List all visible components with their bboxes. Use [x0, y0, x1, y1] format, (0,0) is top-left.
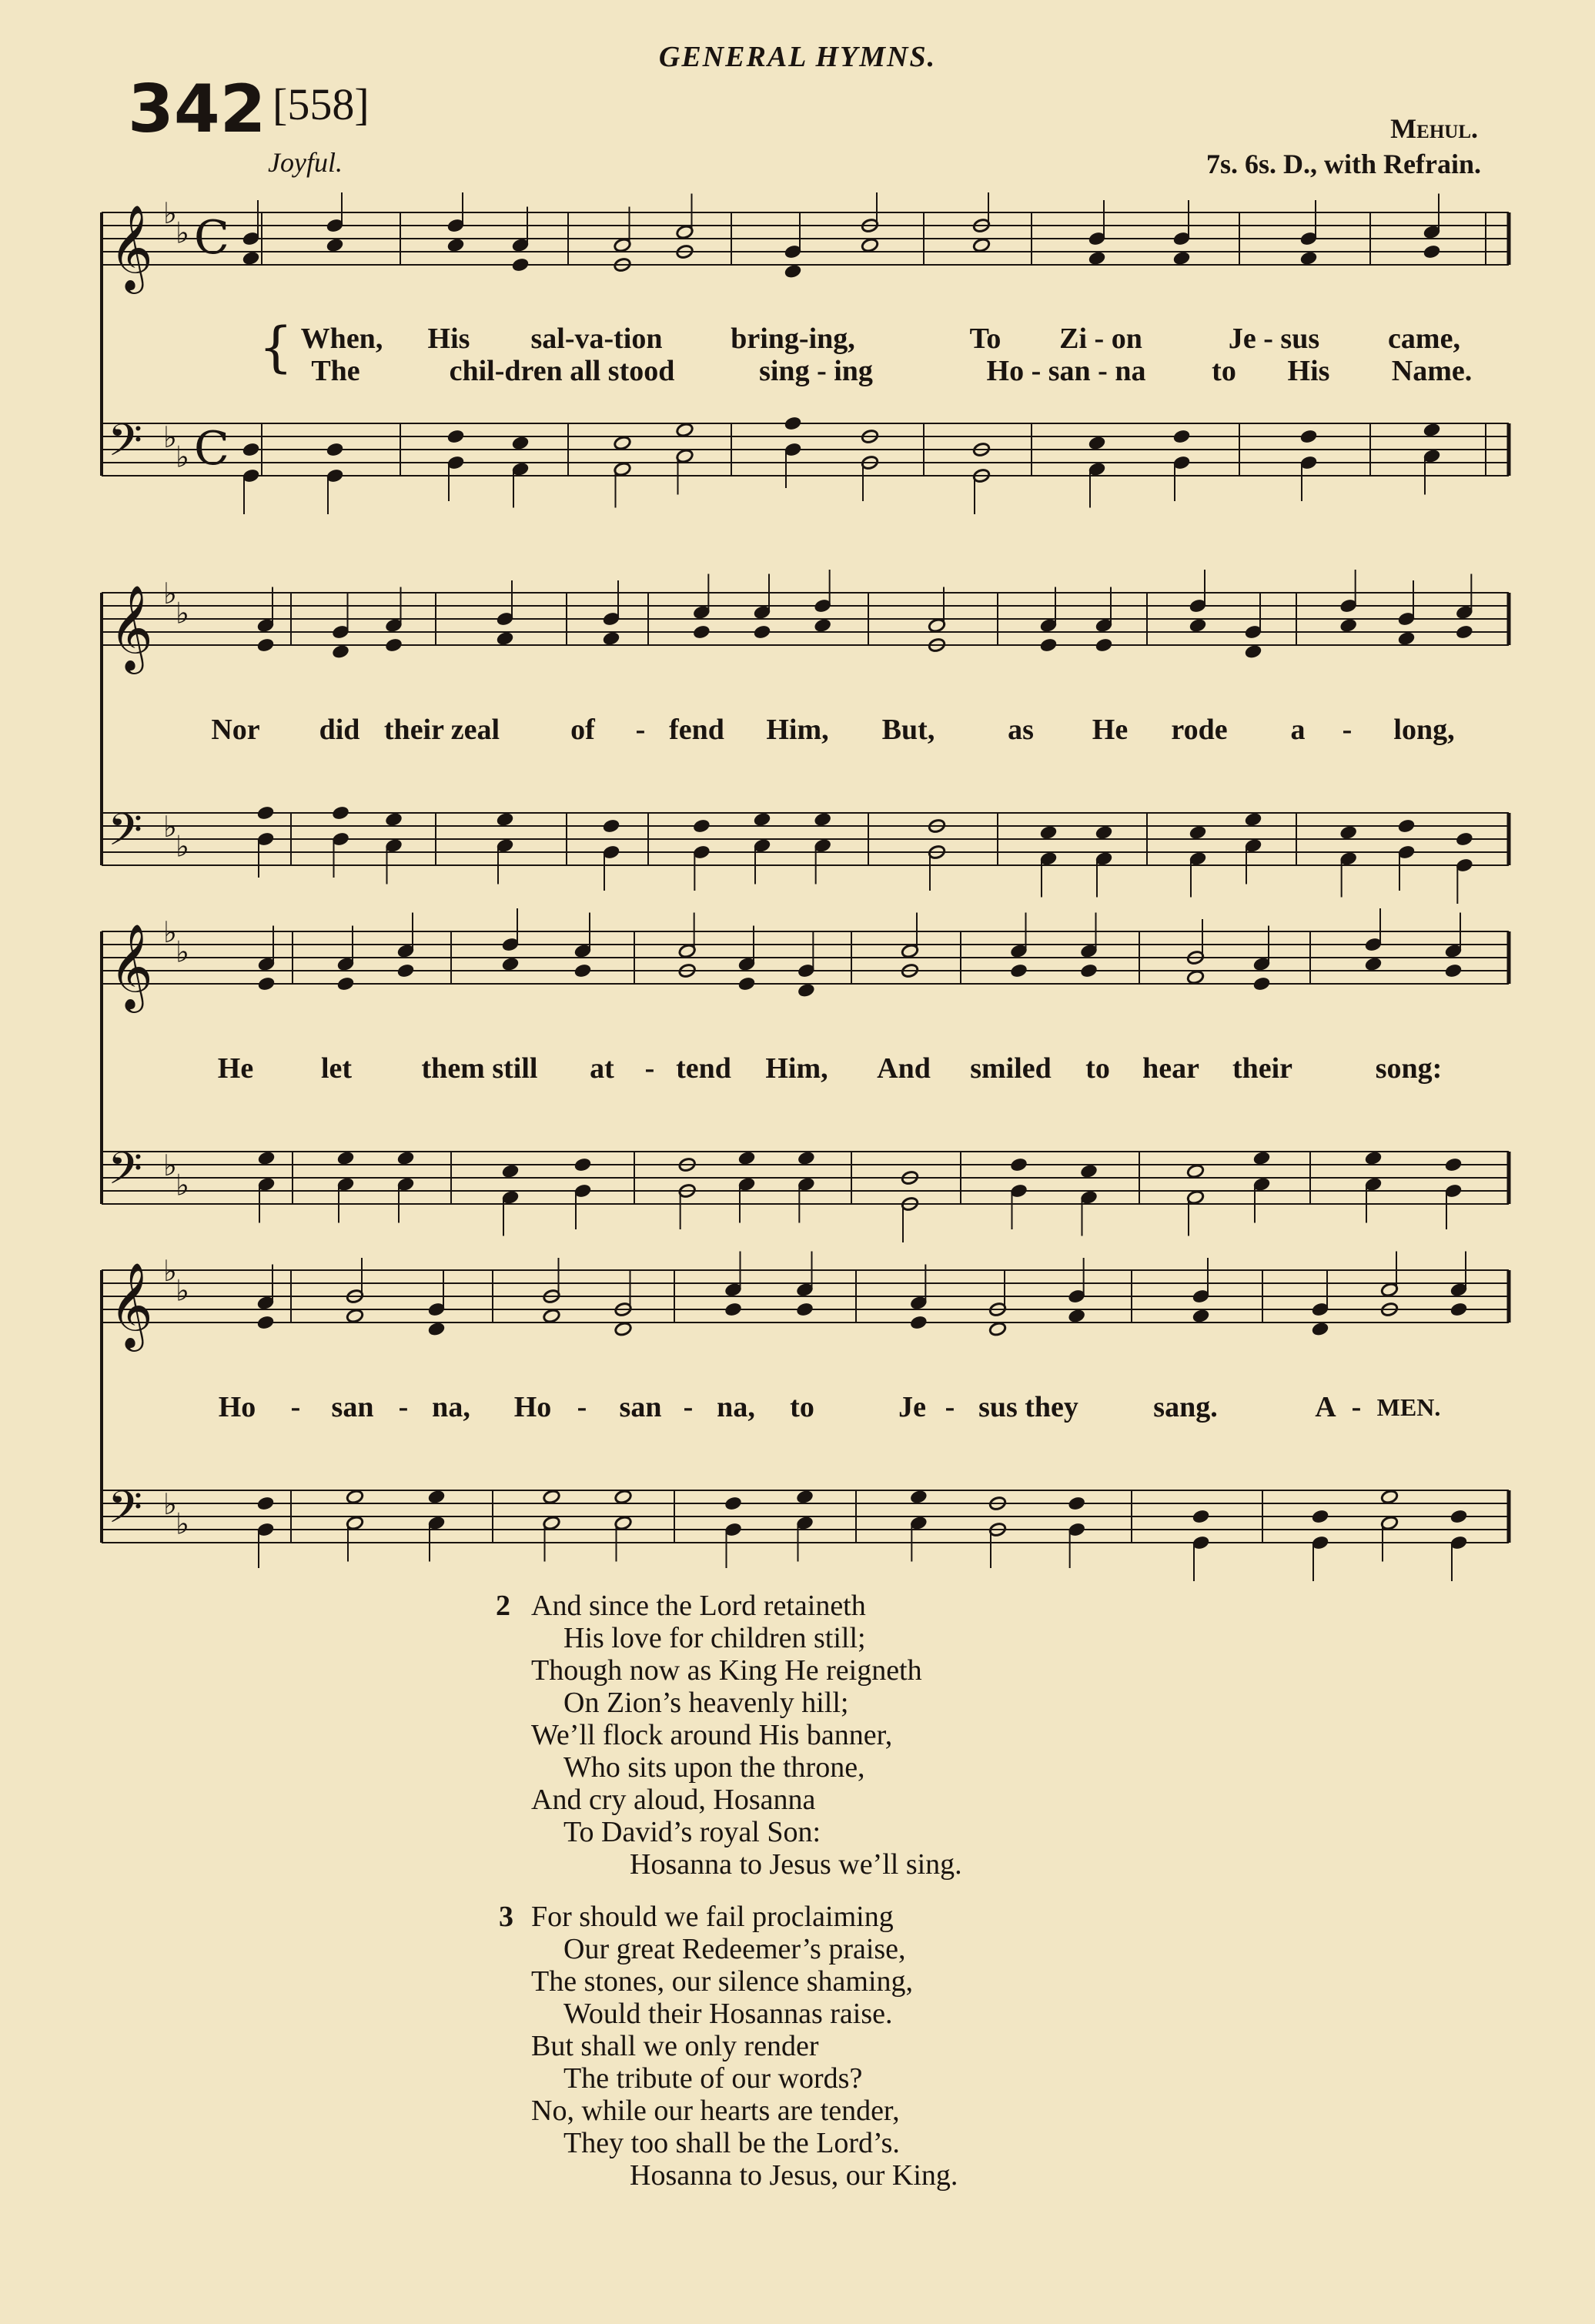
- lyric: -: [644, 1052, 655, 1085]
- lyric: them still: [421, 1052, 538, 1085]
- flat-icon: ♭: [176, 1506, 189, 1541]
- lyric: Ho: [218, 1391, 256, 1423]
- verse-line: Our great Redeemer’s praise,: [563, 1933, 906, 1965]
- verse-brace: {: [259, 316, 293, 379]
- meter: 7s. 6s. D., with Refrain.: [1206, 149, 1481, 179]
- lyric: To: [969, 323, 1001, 355]
- lyric: song:: [1375, 1052, 1443, 1085]
- lyric: The: [311, 355, 360, 387]
- lyric: rode: [1171, 714, 1228, 746]
- lyric: -: [290, 1391, 301, 1423]
- lyric: -: [945, 1391, 955, 1423]
- verse-line: For should we fail proclaiming: [531, 1901, 894, 1933]
- treble-clef-icon: 𝄞: [109, 923, 153, 1009]
- lyric: sing - ing: [759, 355, 873, 387]
- lyric: fend: [669, 714, 724, 746]
- tempo-marking: Joyful.: [268, 147, 343, 178]
- verse-line: No, while our hearts are tender,: [531, 2095, 900, 2127]
- lyric: Je - sus: [1228, 323, 1320, 355]
- lyric: -: [1351, 1391, 1362, 1423]
- lyric: came,: [1388, 323, 1460, 355]
- lyric: sus they: [978, 1391, 1078, 1423]
- flat-icon: ♭: [163, 915, 177, 949]
- treble-clef-icon: 𝄞: [109, 584, 153, 670]
- lyric: san: [619, 1391, 662, 1423]
- lyric: tend: [676, 1052, 731, 1085]
- flat-icon: ♭: [176, 596, 189, 630]
- lyric: But,: [881, 714, 935, 746]
- lyric: na,: [717, 1391, 755, 1423]
- flat-icon: ♭: [176, 1273, 189, 1308]
- music-system-4: [0, 1247, 1595, 1586]
- flat-icon: ♭: [163, 1149, 177, 1182]
- verse-number: 2: [496, 1590, 510, 1622]
- lyric: hear: [1142, 1052, 1199, 1085]
- lyric: Him,: [765, 1052, 828, 1085]
- lyric: -: [577, 1391, 587, 1423]
- bass-clef-icon: 𝄢: [108, 1142, 143, 1205]
- verse-line: On Zion’s heavenly hill;: [563, 1687, 849, 1719]
- verse-line: But shall we only render: [531, 2030, 819, 2062]
- flat-icon: ♭: [176, 829, 189, 864]
- flat-icon: ♭: [176, 440, 189, 474]
- lyric: of: [570, 714, 595, 746]
- verse-line: We’ll flock around His banner,: [531, 1719, 893, 1751]
- verse-line: Hosanna to Jesus, our King.: [630, 2159, 958, 2192]
- lyric: -: [635, 714, 646, 746]
- flat-icon: ♭: [163, 420, 177, 454]
- lyric: -: [683, 1391, 694, 1423]
- lyric: His: [427, 323, 470, 355]
- lyric: their zeal: [383, 714, 500, 746]
- bass-clef-icon: 𝄢: [108, 414, 143, 477]
- bass-clef-icon: 𝄢: [108, 804, 143, 867]
- verse-line: To David’s royal Son:: [563, 1816, 821, 1848]
- lyric: as: [1008, 714, 1034, 746]
- lyric: to: [790, 1391, 814, 1423]
- flat-icon: ♭: [176, 935, 189, 969]
- lyric: did: [319, 714, 360, 746]
- lyric: bring-ing,: [731, 323, 855, 355]
- music-system-2: [0, 570, 1595, 908]
- verse-line: Hosanna to Jesus we’ll sing.: [630, 1848, 962, 1881]
- lyric: a: [1290, 714, 1306, 746]
- lyric: MEN.: [1376, 1393, 1441, 1421]
- verse-number: 3: [499, 1901, 513, 1933]
- flat-icon: ♭: [163, 1487, 177, 1521]
- flat-icon: ♭: [163, 810, 177, 844]
- running-header: GENERAL HYMNS.: [658, 41, 937, 73]
- verse-line: Who sits upon the throne,: [563, 1751, 865, 1784]
- lyric: He: [1092, 714, 1129, 746]
- verse-line: And cry aloud, Hosanna: [531, 1784, 816, 1816]
- common-time-icon: C: [194, 211, 229, 265]
- verse-line: The tribute of our words?: [563, 2062, 863, 2095]
- lyric: He: [217, 1052, 254, 1085]
- lyric: their: [1232, 1052, 1293, 1085]
- lyric: let: [320, 1052, 353, 1085]
- music-system-3: [0, 908, 1595, 1247]
- lyric: Zi - on: [1059, 323, 1142, 355]
- lyric: chil-dren all stood: [449, 355, 675, 387]
- flat-icon: ♭: [163, 577, 177, 610]
- verse-line: Would their Hosannas raise.: [563, 1998, 893, 2030]
- hymn-number: 342: [128, 71, 266, 148]
- lyric: Nor: [211, 714, 260, 746]
- verse-line: They too shall be the Lord’s.: [563, 2127, 900, 2159]
- bass-clef-icon: 𝄢: [108, 1481, 143, 1544]
- lyric: His: [1287, 355, 1330, 387]
- alt-hymn-number: [558]: [273, 79, 369, 129]
- lyric: When,: [300, 323, 383, 355]
- lyric: A: [1315, 1391, 1336, 1423]
- flat-icon: ♭: [176, 1168, 189, 1202]
- lyric: smiled: [970, 1052, 1052, 1085]
- lyric: to: [1212, 355, 1236, 387]
- lyric: -: [1342, 714, 1353, 746]
- verse-line: Though now as King He reigneth: [531, 1654, 922, 1687]
- lyric: sal-va-tion: [530, 323, 663, 355]
- tune-name: Mehul.: [1390, 113, 1478, 144]
- lyric: Je: [898, 1391, 926, 1423]
- treble-clef-icon: 𝄞: [109, 1262, 153, 1348]
- verse-line: And since the Lord retaineth: [531, 1590, 866, 1622]
- lyric: Ho: [513, 1391, 552, 1423]
- flat-icon: ♭: [163, 1254, 177, 1288]
- lyric: Him,: [766, 714, 829, 746]
- treble-clef-icon: 𝄞: [109, 204, 153, 290]
- lyric: to: [1085, 1052, 1110, 1085]
- lyric: na,: [432, 1391, 470, 1423]
- lyric: -: [398, 1391, 409, 1423]
- lyric: sang.: [1153, 1391, 1218, 1423]
- flat-icon: ♭: [176, 216, 189, 250]
- lyric: Ho - san - na: [986, 355, 1146, 387]
- lyric: at: [590, 1052, 614, 1085]
- music-system-1: [0, 192, 1595, 531]
- verse-line: His love for children still;: [563, 1622, 866, 1654]
- lyric: san: [331, 1391, 374, 1423]
- common-time-icon: C: [194, 422, 229, 476]
- lyric: And: [877, 1052, 931, 1085]
- lyric: Name.: [1391, 355, 1473, 387]
- flat-icon: ♭: [163, 196, 177, 230]
- lyric: long,: [1393, 714, 1455, 746]
- verse-line: The stones, our silence shaming,: [531, 1965, 914, 1998]
